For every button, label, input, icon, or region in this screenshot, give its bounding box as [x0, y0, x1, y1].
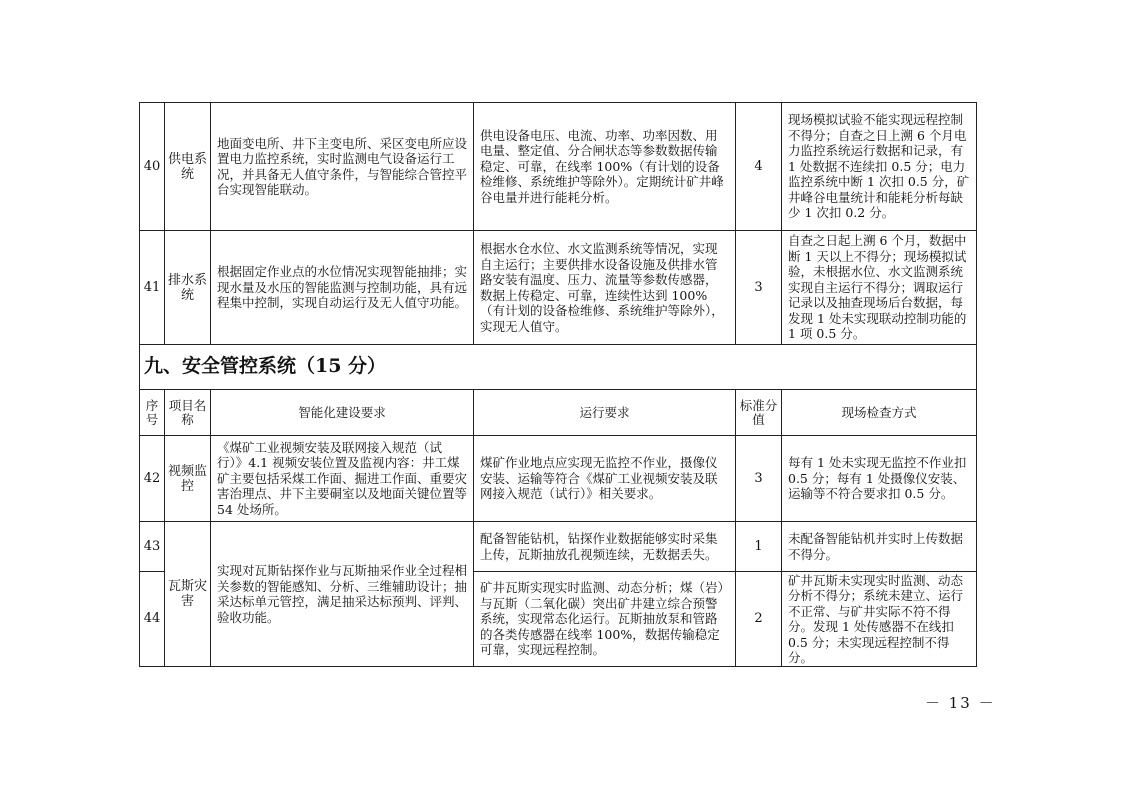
run-requirement: 配备智能钻机，钻探作业数据能够实时采集上传，瓦斯抽放孔视频连续，无数据丢失。 — [474, 522, 736, 572]
score-value: 3 — [736, 436, 782, 522]
row-number: 41 — [140, 231, 165, 345]
score-value: 1 — [736, 522, 782, 572]
header-score: 标准分值 — [736, 390, 782, 436]
section-title: 九、安全管控系统（15 分） — [140, 345, 977, 390]
item-name: 排水系统 — [165, 231, 211, 345]
table-row — [140, 231, 977, 345]
build-requirement: 地面变电所、井下主变电所、采区变电所应设置电力监控系统，实时监测电气设备运行工况，并具备无人值守条件，与智能综合管控平台实现智能联动。 — [211, 103, 474, 231]
build-requirement: 根据固定作业点的水位情况实现智能抽排；实现水量及水压的智能监测与控制功能，具有远程集中控制，实现自动运行及无人值守功能。 — [211, 231, 474, 345]
check-method: 未配备智能钻机并实时上传数据不得分。 — [782, 522, 977, 572]
item-name: 供电系统 — [165, 103, 211, 231]
header-build-requirement: 智能化建设要求 — [211, 390, 474, 436]
page-number: － 13 － — [925, 694, 996, 712]
table-row — [140, 522, 977, 572]
score-value: 3 — [736, 231, 782, 345]
run-requirement: 根据水仓水位、水文监测系统等情况，实现自主运行；主要供排水设备设施及供排水管路安装有温度、压力、流量等参数传感器，数据上传稳定、可靠，连续性达到 100%（有计划的设备检维修、系统维护等除外），实现无人值守。 — [474, 231, 736, 345]
standards-table — [139, 102, 977, 667]
run-requirement: 供电设备电压、电流、功率、功率因数、用电量、整定值、分合闸状态等参数数据传输稳定、可靠，在线率 100%（有计划的设备检维修、系统维护等除外）。定期统计矿井峰谷电量并进行能耗分析。 — [474, 103, 736, 231]
build-requirement: 实现对瓦斯钻探作业与瓦斯抽采作业全过程相关参数的智能感知、分析、三维辅助设计；抽采达标单元管控，满足抽采达标预判、评判、验收功能。 — [211, 522, 474, 667]
build-requirement: 《煤矿工业视频安装及联网接入规范（试行）》4.1 视频安装位置及监视内容：井工煤矿主要包括采煤工作面、掘进工作面、重要灾害治理点、井下主要硐室以及地面关键位置等 54 处场所。 — [211, 436, 474, 522]
item-name: 瓦斯灾害 — [165, 522, 211, 667]
header-run-requirement: 运行要求 — [474, 390, 736, 436]
row-number: 40 — [140, 103, 165, 231]
score-value: 4 — [736, 103, 782, 231]
header-check-method: 现场检查方式 — [782, 390, 977, 436]
header-seq: 序号 — [140, 390, 165, 436]
table-header-row — [140, 390, 977, 436]
header-item-name: 项目名称 — [165, 390, 211, 436]
table-row — [140, 436, 977, 522]
document-page — [139, 102, 977, 667]
run-requirement: 矿井瓦斯实现实时监测、动态分析；煤（岩）与瓦斯（二氧化碳）突出矿井建立综合预警系统，实现常态化运行。瓦斯抽放泵和管路的各类传感器在线率 100%，数据传输稳定可靠，实现远程控制。 — [474, 572, 736, 667]
check-method: 现场模拟试验不能实现远程控制不得分；自查之日上溯 6 个月电力监控系统运行数据和记录，有 1 处数据不连续扣 0.5 分；电力监控系统中断 1 次扣 0.5 分，矿井峰谷电量统计和能耗分析每缺少 1 次扣 0.2 分。 — [782, 103, 977, 231]
row-number: 43 — [140, 522, 165, 572]
check-method: 每有 1 处未实现无监控不作业扣 0.5 分；每有 1 处摄像仪安装、运输等不符合要求扣 0.5 分。 — [782, 436, 977, 522]
table-row — [140, 103, 977, 231]
check-method: 矿井瓦斯未实现实时监测、动态分析不得分；系统未建立、运行不正常、与矿井实际不符不得分。发现 1 处传感器不在线扣 0.5 分；未实现远程控制不得分。 — [782, 572, 977, 667]
score-value: 2 — [736, 572, 782, 667]
row-number: 44 — [140, 572, 165, 667]
section-heading-row — [140, 345, 977, 390]
item-name: 视频监控 — [165, 436, 211, 522]
check-method: 自查之日起上溯 6 个月，数据中断 1 天以上不得分；现场模拟试验，未根据水位、水文监测系统实现自主运行不得分；调取运行记录以及抽查现场后台数据，每发现 1 处未实现联动控制功能的 1 项 0.5 分。 — [782, 231, 977, 345]
run-requirement: 煤矿作业地点应实现无监控不作业，摄像仪安装、运输等符合《煤矿工业视频安装及联网接入规范（试行）》相关要求。 — [474, 436, 736, 522]
row-number: 42 — [140, 436, 165, 522]
